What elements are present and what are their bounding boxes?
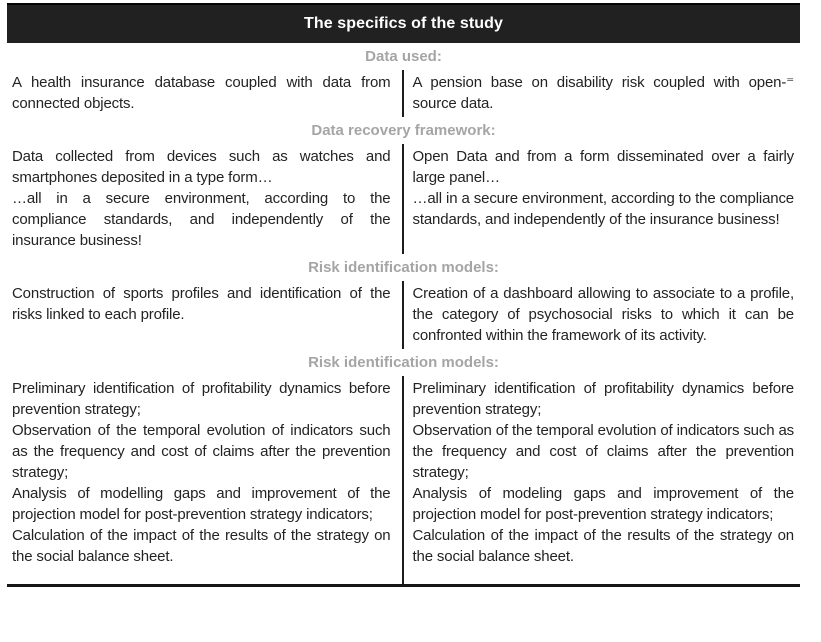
section-header-data-recovery: Data recovery framework: [311, 122, 496, 139]
section-header-risk-models-2: Risk identification models: [308, 354, 499, 371]
paragraph: Observation of the temporal evolution of indicators such as the frequency and cost of claims after the prevention strategy; [412, 422, 794, 481]
paragraph: A health insurance database coupled with data from connected objects. [12, 74, 391, 112]
cell-risk-models-2-left [7, 376, 404, 584]
section-header-data-used: Data used: [365, 48, 442, 65]
paragraph: Preliminary identification of profitability dynamics before prevention strategy; [412, 380, 794, 418]
table-title: The specifics of the study [303, 15, 504, 32]
cell-data-used-left [7, 70, 404, 117]
paragraph: Observation of the temporal evolution of indicators such as the frequency and cost of claims after the prevention strategy; [12, 422, 391, 481]
paragraph: …all in a secure environment, according to the compliance standards, and independently of the insurance business! [412, 190, 794, 228]
table-row [7, 70, 800, 117]
paragraph: Calculation of the impact of the results of the strategy on the social balance sheet. [412, 527, 794, 565]
table-title-bar [7, 3, 800, 43]
table-row [7, 281, 800, 349]
paragraph: Data collected from devices such as watches and smartphones deposited in a type form… [12, 148, 391, 186]
paragraph: Creation of a dashboard allowing to associate to a profile, the category of psychosocial risks to which it can be confronted within the framework of its activity. [412, 285, 794, 344]
cell-data-used-right [404, 70, 801, 117]
cell-risk-models-1-left [7, 281, 404, 349]
paragraph: Calculation of the impact of the results of the strategy on the social balance sheet. [12, 527, 391, 565]
paragraph: Analysis of modeling gaps and improvement of the projection model for post-prevention strategy indicators; [412, 485, 794, 523]
cell-risk-models-2-right [404, 376, 801, 584]
study-specifics-table [7, 3, 800, 587]
cell-data-recovery-right [404, 144, 801, 254]
paragraph: Construction of sports profiles and identification of the risks linked to each profile. [12, 285, 391, 323]
cell-risk-models-1-right [404, 281, 801, 349]
paragraph: Analysis of modelling gaps and improvement of the projection model for post-prevention strategy indicators; [12, 485, 391, 523]
paragraph: A pension base on disability risk coupled with open-⁼ source data. [412, 74, 794, 112]
table-row [7, 376, 800, 584]
table-row [7, 144, 800, 254]
paragraph: Preliminary identification of profitability dynamics before prevention strategy; [12, 380, 391, 418]
paragraph: …all in a secure environment, according to the compliance standards, and independently of the insurance business! [12, 190, 391, 249]
paragraph: Open Data and from a form disseminated over a fairly large panel… [412, 148, 794, 186]
section-header-risk-models-1: Risk identification models: [308, 259, 499, 276]
cell-data-recovery-left [7, 144, 404, 254]
